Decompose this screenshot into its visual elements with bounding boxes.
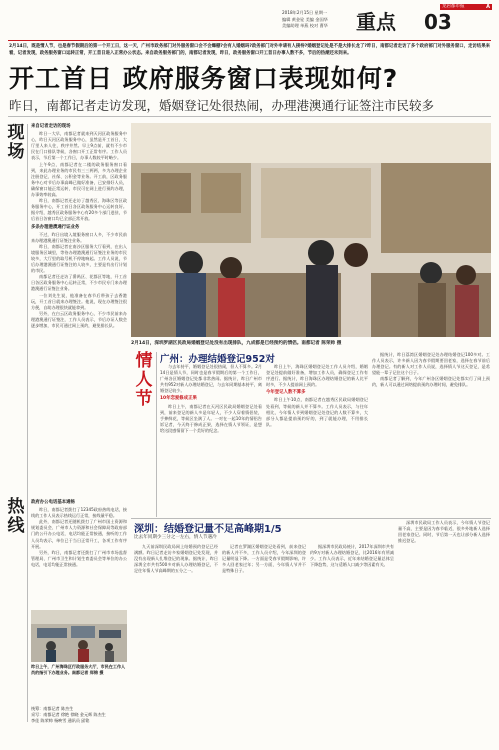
- footer-credits: [31, 706, 127, 725]
- xianchang-p2: 上午9点，南都记者在二楼的政务服务窗口看到，来此办理业务的市民有三三两两，多为办理企业注册登记、社保、公积金等业务。开工前，区政务服务中心对节后办事高峰已做好准备，已安排好人员，确保窗口能正常运转，市民可在网上进行预约办理，办事效率较高。: [31, 161, 127, 198]
- shenzhen-col-4: [398, 520, 490, 744]
- headline-rule: [8, 116, 491, 117]
- redian-p3: 另外，昨日，南都记者还拨打了广州市市场监督管理局、广州市卫生和计划生育委员会等单位的办公电话，电话均能正常接通。: [31, 549, 127, 567]
- guangzhou-col2-heading: 今年登记人数不算多: [266, 390, 306, 396]
- marriage-registry-photo-graphic: [131, 123, 491, 337]
- masthead-editors-2: 美编助理 单燕 校对 曹华: [282, 23, 328, 28]
- shenzhen-col-1: [134, 544, 218, 744]
- redian-vertical-title: 热线: [7, 497, 25, 536]
- xianchang-p5: 昨日，南都记者在南沙区服务大厅看到，在出入境服务区域里，等待办理港澳通行证签注业务的市民较多，大厅里的取号机不停地响起。工作人员说，节后办理港澳通行证签注的人较多，主要是有出行计划的市民。: [31, 243, 127, 274]
- masthead-page-letter: A: [486, 4, 490, 10]
- xianchang-intro-heading: 来自记者走访的现场: [31, 124, 71, 129]
- main-photo-caption: 2月14日，深圳罗湖区民政局婚姻登记处没有出现排队，九成都是已经预约的情侣。南都记者 陈荣帅 摄: [131, 341, 342, 346]
- xianchang-vertical-title: 现场: [7, 123, 25, 162]
- page-number: 03: [424, 10, 452, 34]
- shenzhen-col-3: [310, 544, 394, 744]
- redian-p2: 此外，南都记者还随机拨打了广州市国土资源和规划委员会、广州市人力资源和社会保障局等政府部门的公开办公电话，电话均能正常接通，接听的工作人员均表示，单位已于当日正常开工，各项工作有序开展。: [31, 519, 127, 549]
- main-photo: [131, 123, 491, 337]
- shenzhen-col-2: [222, 544, 306, 744]
- xianchang-p7: 一位刘先生说，他准备在春节后带孩子去香港玩，开工首日就来办理签注。他说，现在办理签注很方便，自助办理很快就能拿到。: [31, 292, 127, 310]
- guangzhou-title: 广州：办理结婚登记952对: [160, 354, 275, 365]
- qingrenjie-vertical-title: 情人节: [135, 351, 153, 409]
- guangzhou-col1b-text: 昨日上午，南都记者在天河区民政局婚姻登记处看到，前来登记的新人多是年轻人，不少人穿着情侣装，手捧鲜花，等候区坐满了人。一对在一起10年的情侣告诉记者，今天终于修成正果，选择在情人节领证，是想给这段感情留下一个美好的纪念。: [160, 403, 262, 433]
- lead-paragraph: 2月14日，既是情人节，也是春节假期后的第一个开工日，这一天，广州市政务部门对外服务窗口会不会爆棚?会有人婚姻吗?政务部门对外申请有人接待?婚姻登记处是不是大排长龙了?昨日，南都记者走访了多个政府部门对外服务窗口，走访结果来看，记者发现，政务服务窗口运转正常，开工首日进入正常办公状态。来自政务服务部门的，南都记者发现，昨日，政务服务窗口开工首日办事人数不多，节后的热潮还未到来。: [9, 44, 490, 56]
- xianchang-p4: 不过，昨日出境入境服务窗口人多，不少市民前来办理港澳通行证签注业务。: [31, 231, 127, 243]
- xianchang-article: [31, 122, 127, 492]
- shenzhen-col2-text: 记者在罗湖区婚姻登记处看到，前来登记的新人并不多，工作人员介绍，今年深圳的登记量明显下降。一方面是受春节假期影响，许多人回老家过年；另一方面，今年情人节并不是特殊日子。: [222, 544, 306, 574]
- xianchang-p6: 南都记者还走访了番禺区、花都区等地，开工首日各区政务服务中心运转正常，不少市民专门来办理港澳通行证签注业务。: [31, 274, 127, 292]
- footer-line-2: 采写：南都记者 徐艳 徐晓 金元辉 陈杰生: [31, 712, 106, 718]
- guangzhou-col3b-text: 南都记者了解到，今年广州各区婚姻登记处都实行了网上预约，新人可以通过网络提前预约办理时间，避免排队。: [372, 376, 490, 388]
- xianchang-p1: 昨日一大早，南都记者就来到天河区政务服务中心，昨日天河区政务服务中心，虽然是开工首日，大厅里人来人往，秩序井然。早上9点前，就有不少市民在门口排队等候，各窗口开工正常有序。工作人员表示，节后第一个工作日，办事人数较平时略少。: [31, 131, 127, 161]
- guangzhou-col1-text: 与去年持平，婚姻登记处很热闹，但人不算多。2月14日是情人节，同时也是春节假期后的第一个工作日，广州各区婚姻登记处都非常热闹。据统计，昨日广州市共有952对新人办理结婚登记，与去年同期基本持平，离婚登记较少。: [160, 364, 262, 394]
- masthead: [250, 0, 499, 40]
- xianchang-p3: 昨日，南都记者还走访了越秀区、海珠区等区政务服务中心，开工首日各区政务服务中心运转良好。据介绍，越秀区政务服务中心有20多个部门进驻，节后首日各窗口均已全部正常开放。: [31, 198, 127, 222]
- guangzhou-col1-heading: 10年恋爱修成正果: [160, 396, 197, 402]
- shenzhen-col1-text: 九天前深圳民政局网上结婚预约登记已经满额。昨日记者走访多家婚姻登记处发现，并没有出现新人扎堆登记的现象。据统计，昨日深圳全市共有500多对新人办理结婚登记，不足往年情人节高峰期的五分之一。: [134, 544, 218, 574]
- masthead-editors-1: 编辑 黄金铨 美编 金国华: [282, 17, 328, 22]
- footer-line-1: 统筹：南都记者 陈杰生: [31, 706, 74, 711]
- shenzhen-title: 深圳：结婚登记量不足高峰期1/5: [134, 524, 282, 535]
- xianchang-p8: 另外，在白云区政务服务中心，不少市民前来办理港澳通行证签注，工作人员表示，节后办证人数会逐步增加，市民可通过网上预约，避免排长队。: [31, 310, 127, 328]
- left-column-rule: [27, 124, 28, 722]
- xianchang-heading-2: 多条办理港澳通行证业务: [31, 224, 80, 230]
- footer-line-3: 李佳 陈荣帅 杨映雪 通讯员 邱铭: [31, 718, 90, 724]
- masthead-label: 龙岩都市报: [442, 4, 465, 9]
- guangzhou-col-2: [266, 364, 368, 514]
- bottom-left-photo-caption: 昨日上午，广州海珠区行政服务大厅，市民在工作人员的指引下办理业务。南都记者 郑锦 摄: [31, 664, 126, 675]
- shenzhen-subtitle: 比去年同期少三分之一左右，情人节遇冷: [134, 535, 217, 540]
- section-title: 重点: [356, 10, 396, 34]
- subheadline: 昨日，南都记者走访发现，婚姻登记处很热闹，办理港澳通行证签注市民较多: [9, 98, 435, 113]
- shenzhen-top-rule: [131, 518, 491, 519]
- qingrenjie-rule-left: [156, 352, 157, 517]
- redian-p1: 昨日，南都记者拨打了12345政府热线电话，接线的工作人员表示热线运行正常，接线量平稳。: [31, 507, 127, 519]
- hall-photo-graphic: [31, 610, 127, 662]
- redian-heading: 政府办公电话基本通畅: [31, 500, 75, 505]
- redian-article: [31, 498, 127, 606]
- masthead-date: 2018年2月15日 星期一: [282, 10, 328, 15]
- guangzhou-col3-text: 据统计，昨日荔湾区婚姻登记处办理结婚登记100多对。工作人员表示，许多新人因为春节假期要回老家，选择在春节前后办理登记。有的新人对工作人员说，选择情人节这天登记，是希望能一辈子记住这个日子。: [372, 352, 490, 376]
- masthead-rule: [8, 40, 491, 41]
- bottom-left-photo: [31, 610, 127, 662]
- guangzhou-col2-text: 昨日上午，海珠区婚姻登记处工作人员介绍，婚姻登记处提前做好准备，增加工作人员，确保登记工作有序进行。据统计，昨日海珠区办理结婚登记的新人比平时多，不少人提前网上预约。: [266, 364, 368, 388]
- guangzhou-col2b-text: 昨日上午10点，南都记者在越秀区民政局婚姻登记处看到，等候的新人并不算多。工作人员表示，与往年相比，今年情人节到婚姻登记处登记的人数不算多，大部分人都是提前预约好的，到了就能办理，不用排长队。: [266, 397, 368, 427]
- guangzhou-col-3: [372, 352, 490, 514]
- shenzhen-col4-text: 深圳市民政局工作人员表示，今年情人节登记量不高，主要是因为春节临近，很多外地新人选择回老家登记。同时，节后第一天也让部分新人选择推迟登记。: [398, 520, 490, 544]
- shenzhen-col3-text: 据深圳市民政局统计，2017年深圳市共有约9万对新人办理结婚登记，比2016年有所减少。工作人员表示，近年来结婚登记量总体呈下降趋势，这与适婚人口减少等因素有关。: [310, 544, 394, 568]
- headline: 开工首日 政府服务窗口表现如何?: [9, 64, 399, 93]
- guangzhou-col-1: [160, 364, 262, 514]
